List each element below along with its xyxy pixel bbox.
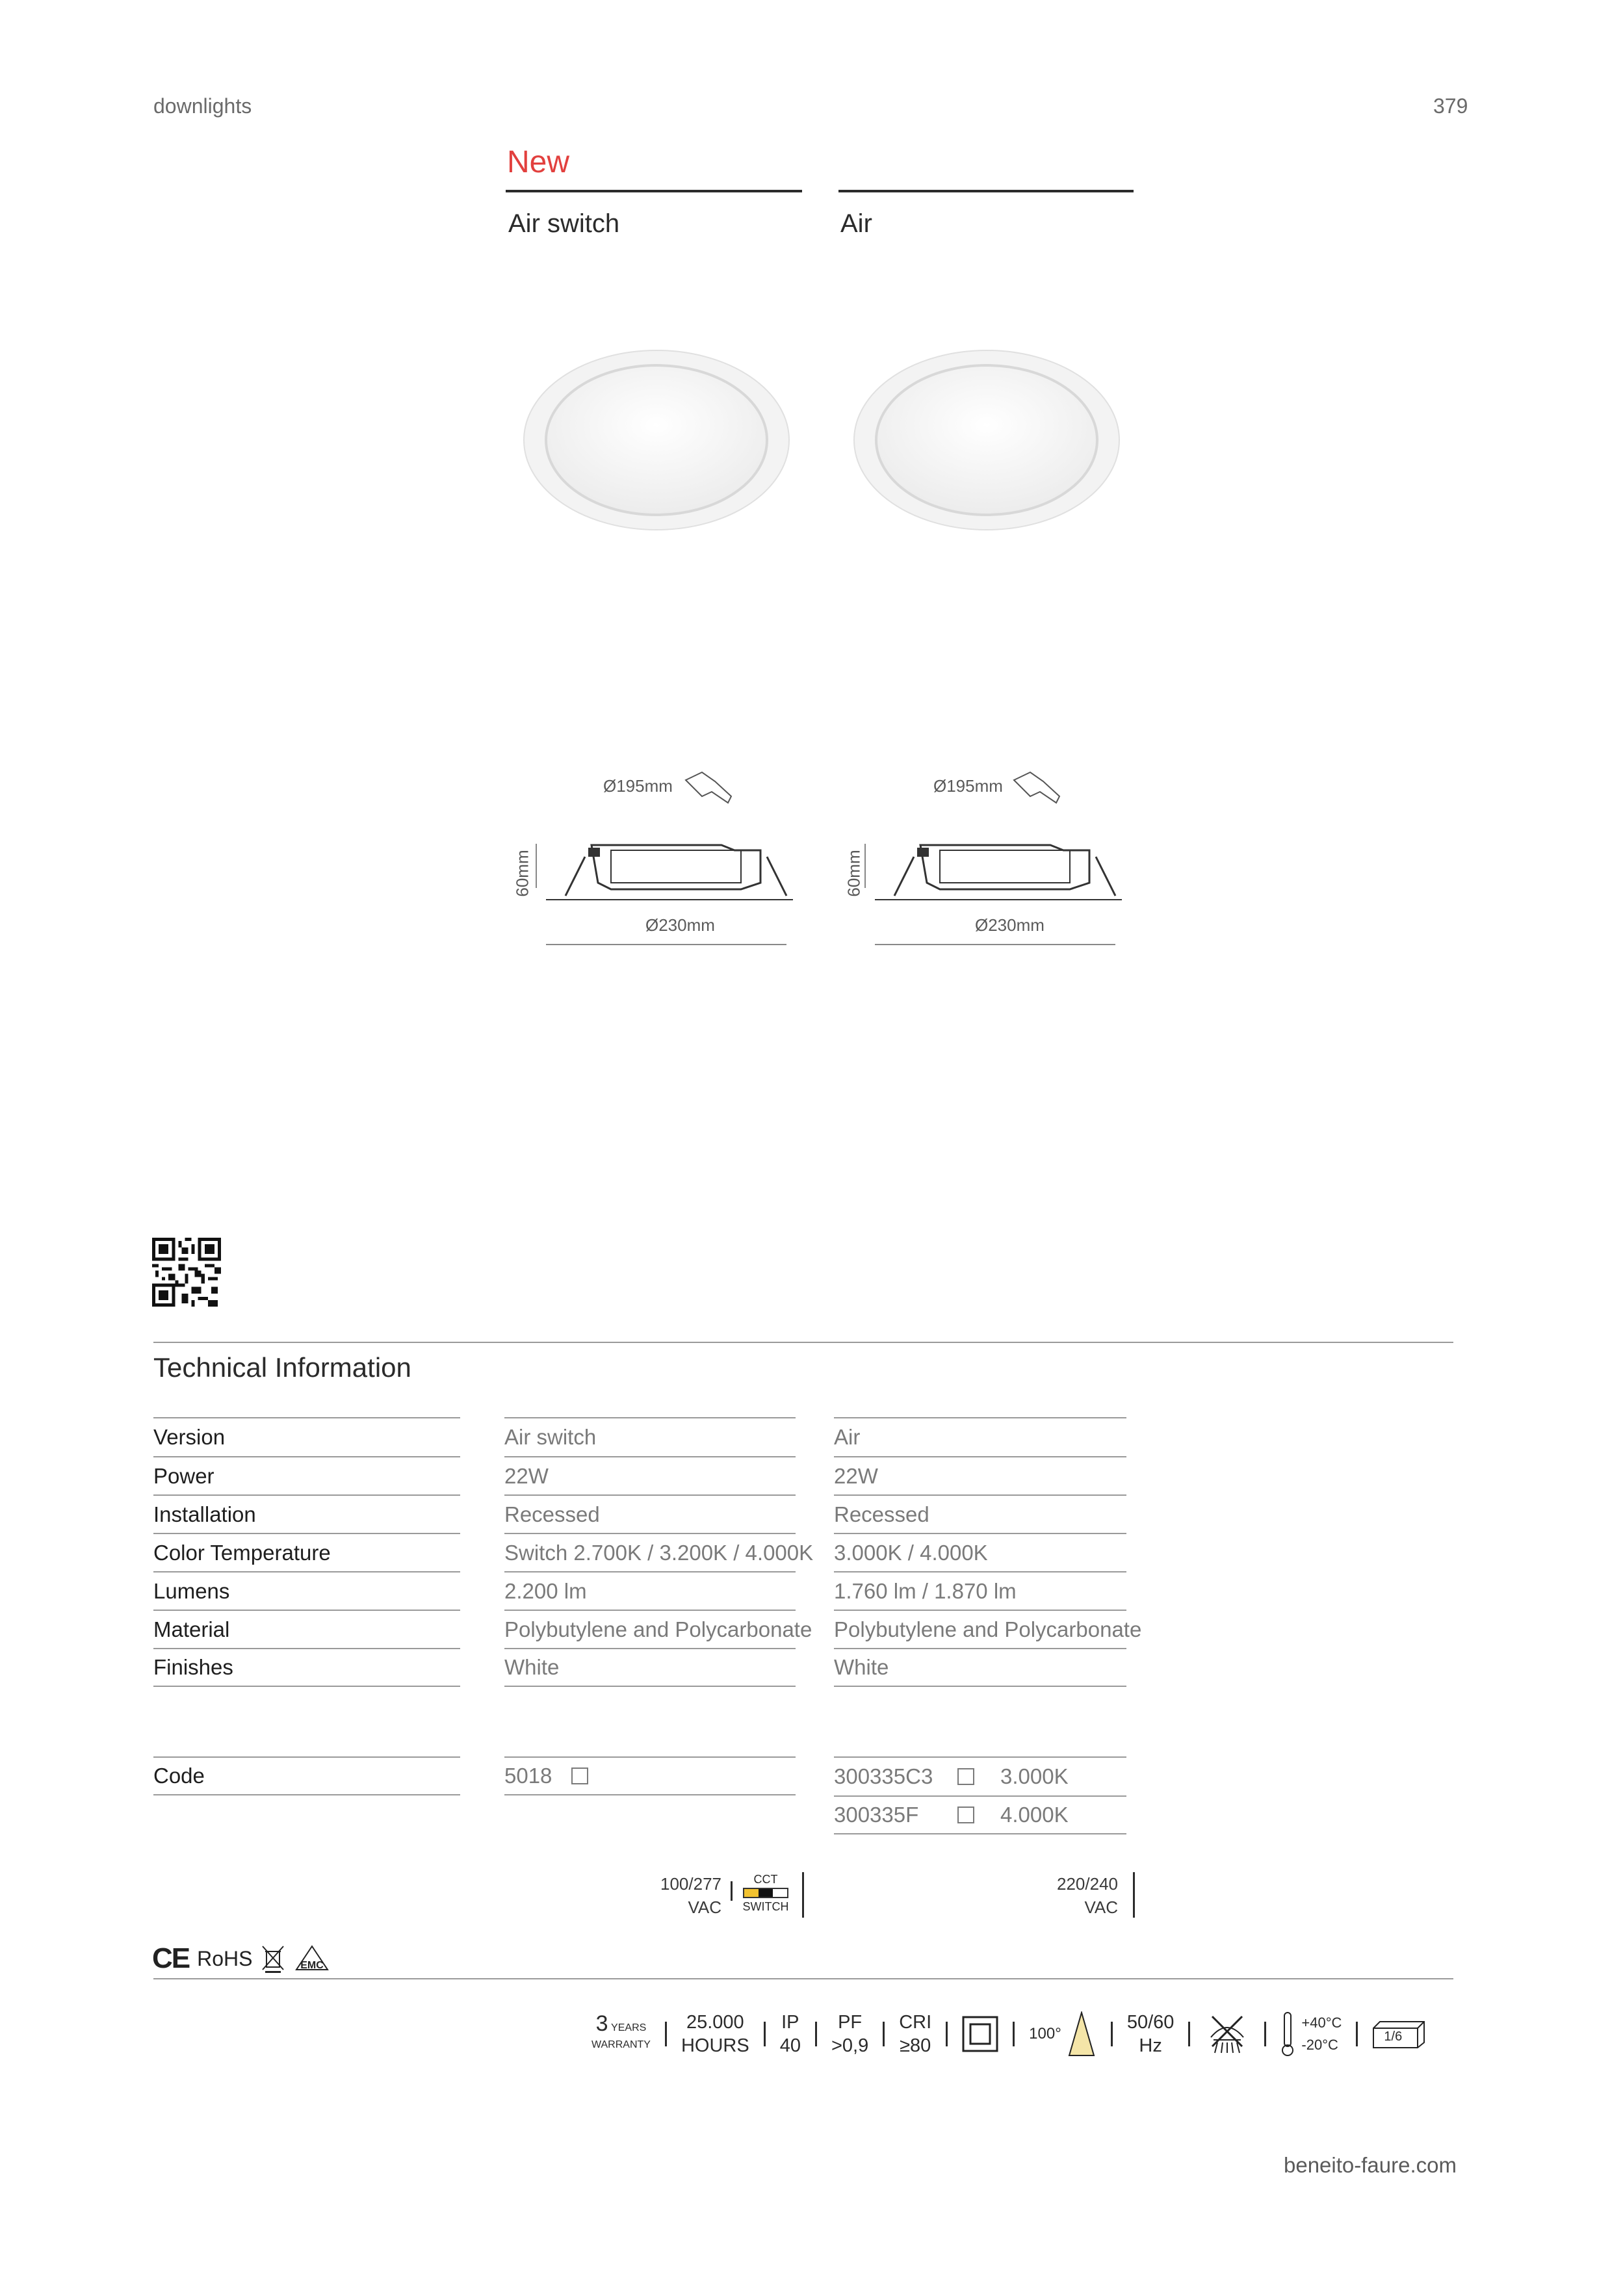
frequency-spec bbox=[1127, 2011, 1175, 2057]
spec-label-row bbox=[153, 1456, 460, 1495]
spec-label: Lumens bbox=[153, 1579, 230, 1603]
spec-value: Polybutylene and Polycarbonate bbox=[504, 1617, 812, 1641]
cross-section bbox=[546, 837, 806, 902]
separator bbox=[1188, 2022, 1190, 2046]
separator bbox=[1133, 1872, 1135, 1918]
spec-label: Version bbox=[153, 1425, 226, 1449]
cct-label: CCT bbox=[753, 1873, 778, 1886]
switch-graphic bbox=[743, 1888, 788, 1898]
voltage-value: 100/277 bbox=[660, 1874, 721, 1894]
spec-value: White bbox=[504, 1655, 560, 1679]
product-code: 5018 bbox=[504, 1764, 552, 1788]
spec-value-row bbox=[504, 1533, 814, 1572]
diameter-label: Ø195mm bbox=[933, 776, 1003, 796]
separator bbox=[1111, 2022, 1113, 2046]
spec-value: White bbox=[834, 1655, 889, 1679]
spec-label: Power bbox=[153, 1464, 214, 1488]
spec-value-row bbox=[504, 1456, 796, 1495]
product-code: 300335C3 bbox=[834, 1764, 933, 1788]
warranty-label: WARRANTY bbox=[591, 2039, 651, 2050]
spec-value-row bbox=[834, 1610, 1142, 1649]
separator bbox=[802, 1872, 804, 1918]
cut-out-label: Ø230mm bbox=[645, 915, 715, 935]
spec-value-row bbox=[834, 1533, 1126, 1572]
new-badge: New bbox=[507, 145, 570, 179]
specs-divider bbox=[153, 1978, 1453, 1979]
spec-value: 1.760 lm / 1.870 lm bbox=[834, 1579, 1017, 1603]
voltage-block bbox=[1020, 1872, 1118, 1919]
spec-label-row bbox=[153, 1610, 460, 1649]
spec-value: Recessed bbox=[834, 1502, 929, 1526]
order-checkbox[interactable] bbox=[957, 1768, 974, 1785]
spec-label: Color Temperature bbox=[153, 1541, 331, 1565]
voltage-unit: VAC bbox=[1084, 1898, 1118, 1917]
separator bbox=[1264, 2022, 1266, 2046]
product-code: 300335F bbox=[834, 1803, 919, 1827]
not-for-insulation-cover-icon bbox=[1204, 2011, 1250, 2057]
temp-min: -20°C bbox=[1301, 2037, 1338, 2053]
spec-icons-row bbox=[591, 2006, 1425, 2062]
thermometer-icon bbox=[1280, 2011, 1295, 2057]
cct-switch-icon bbox=[740, 1872, 792, 1914]
spec-value: Switch 2.700K / 3.200K / 4.000K bbox=[504, 1541, 814, 1565]
hours-label: HOURS bbox=[681, 2035, 749, 2056]
column-rule bbox=[838, 190, 1134, 192]
cut-dim-line bbox=[546, 944, 786, 945]
cri-spec bbox=[899, 2011, 931, 2057]
spec-label: Material bbox=[153, 1617, 230, 1641]
technical-drawing bbox=[838, 761, 1137, 949]
product-photo-air-switch bbox=[520, 345, 793, 540]
separator bbox=[764, 2022, 766, 2046]
temp-max: +40°C bbox=[1301, 2015, 1342, 2031]
box-quantity-icon bbox=[1372, 2019, 1425, 2049]
spring-clip-icon bbox=[682, 767, 741, 813]
spec-value: 2.200 lm bbox=[504, 1579, 587, 1603]
cut-out-label: Ø230mm bbox=[975, 915, 1045, 935]
beam-angle-icon bbox=[1067, 2011, 1097, 2057]
spec-value: Recessed bbox=[504, 1502, 600, 1526]
separator bbox=[883, 2022, 885, 2046]
pf-spec bbox=[831, 2011, 868, 2057]
ce-mark-icon: CE bbox=[152, 1942, 190, 1974]
voltage-block bbox=[624, 1872, 721, 1919]
certifications bbox=[152, 1942, 330, 1975]
warranty-unit: YEARS bbox=[611, 2022, 647, 2033]
frequency-unit: Hz bbox=[1139, 2035, 1162, 2056]
spec-label-row bbox=[153, 1648, 460, 1687]
separator bbox=[815, 2022, 817, 2046]
spec-value-row bbox=[504, 1648, 796, 1687]
emc-text: EMC bbox=[300, 1960, 324, 1971]
cut-dim-line bbox=[875, 944, 1115, 945]
separator bbox=[731, 1881, 733, 1901]
cri-value: ≥80 bbox=[900, 2035, 931, 2056]
spec-value-row bbox=[834, 1494, 1126, 1533]
spec-value: 3.000K / 4.000K bbox=[834, 1541, 988, 1565]
spec-value: Polybutylene and Polycarbonate bbox=[834, 1617, 1142, 1641]
technical-drawing bbox=[507, 761, 806, 949]
ip-spec bbox=[780, 2011, 801, 2057]
spec-value-row bbox=[504, 1417, 796, 1456]
spec-value-row bbox=[834, 1456, 1126, 1495]
beam-angle-spec bbox=[1029, 2011, 1097, 2057]
cri-label: CRI bbox=[899, 2012, 932, 2033]
spec-value-row bbox=[834, 1417, 1126, 1456]
separator bbox=[1013, 2022, 1015, 2046]
ip-label: IP bbox=[781, 2012, 799, 2033]
diameter-label: Ø195mm bbox=[603, 776, 673, 796]
spec-label: Installation bbox=[153, 1502, 256, 1526]
section-title: Technical Information bbox=[153, 1352, 411, 1383]
box-quantity: 1/6 bbox=[1384, 2029, 1403, 2044]
spec-value: Air bbox=[834, 1425, 861, 1449]
separator bbox=[665, 2022, 667, 2046]
section-divider bbox=[153, 1342, 1453, 1343]
frequency-value: 50/60 bbox=[1126, 2012, 1175, 2033]
separator bbox=[1356, 2022, 1358, 2046]
beam-angle-value: 100° bbox=[1029, 2025, 1061, 2042]
spec-label-row bbox=[153, 1417, 460, 1456]
column-rule bbox=[506, 190, 802, 192]
spec-label: Finishes bbox=[153, 1655, 233, 1679]
spec-label-row bbox=[153, 1494, 460, 1533]
warranty-years: 3 bbox=[595, 2011, 608, 2036]
code-label-row bbox=[153, 1756, 460, 1795]
voltage-value: 220/240 bbox=[1057, 1874, 1118, 1894]
voltage-unit: VAC bbox=[688, 1898, 721, 1917]
code-row bbox=[834, 1795, 1126, 1834]
order-checkbox[interactable] bbox=[957, 1807, 974, 1823]
rohs-label: RoHS bbox=[197, 1946, 253, 1970]
pf-label: PF bbox=[838, 2012, 863, 2033]
height-dim-line bbox=[864, 844, 866, 888]
product-title: Air switch bbox=[508, 209, 620, 238]
spec-value: 22W bbox=[504, 1464, 549, 1488]
spec-value-row bbox=[504, 1494, 796, 1533]
spec-value: Air switch bbox=[504, 1425, 597, 1449]
hours-value: 25.000 bbox=[686, 2012, 744, 2033]
spec-value-row bbox=[504, 1610, 812, 1649]
product-title: Air bbox=[840, 209, 872, 238]
code-cct: 4.000K bbox=[1000, 1803, 1069, 1827]
spring-clip-icon bbox=[1011, 767, 1069, 813]
ip-value: 40 bbox=[779, 2035, 801, 2056]
product-photo-air bbox=[850, 345, 1123, 540]
warranty-spec bbox=[591, 2011, 651, 2054]
height-label: 60mm bbox=[512, 850, 532, 897]
code-row bbox=[834, 1756, 1126, 1795]
emc-icon bbox=[294, 1944, 330, 1974]
spec-value-row bbox=[834, 1648, 1126, 1687]
pf-value: >0,9 bbox=[831, 2035, 869, 2056]
spec-label-row bbox=[153, 1571, 460, 1610]
website-link[interactable]: beneito-faure.com bbox=[1284, 2153, 1457, 2177]
qr-code[interactable] bbox=[152, 1238, 221, 1307]
separator bbox=[946, 2022, 948, 2046]
spec-value-row bbox=[834, 1571, 1126, 1610]
code-cct: 3.000K bbox=[1000, 1764, 1069, 1788]
section-label: downlights bbox=[153, 94, 252, 118]
code-row bbox=[504, 1756, 796, 1795]
spec-label-row bbox=[153, 1533, 460, 1572]
switch-label: SWITCH bbox=[742, 1900, 789, 1913]
cross-section bbox=[875, 837, 1135, 902]
temperature-spec bbox=[1280, 2011, 1342, 2057]
height-dim-line bbox=[536, 844, 537, 888]
hours-spec bbox=[681, 2011, 749, 2057]
class-ii-insulation-icon bbox=[962, 2016, 998, 2052]
code-label: Code bbox=[153, 1764, 205, 1788]
order-checkbox[interactable] bbox=[571, 1768, 588, 1784]
spec-value: 22W bbox=[834, 1464, 878, 1488]
weee-bin-icon bbox=[260, 1944, 286, 1974]
page-number: 379 bbox=[1433, 94, 1468, 118]
spec-value-row bbox=[504, 1571, 796, 1610]
height-label: 60mm bbox=[844, 850, 864, 897]
